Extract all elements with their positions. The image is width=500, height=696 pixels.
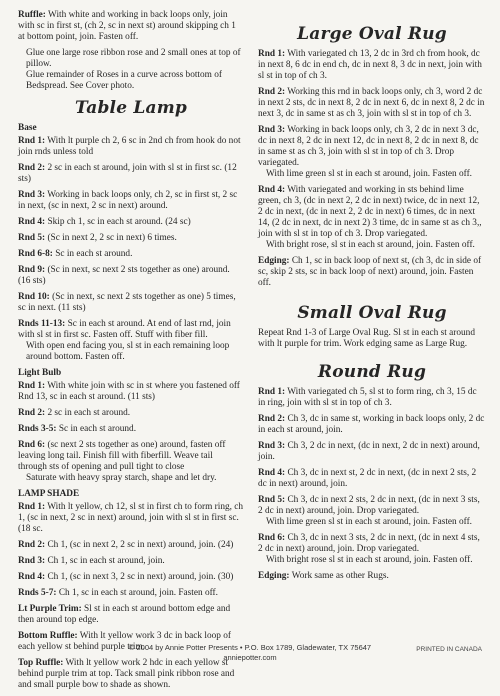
light-bulb-rounds	[18, 381, 244, 484]
round-extra: With lime green sl st in each st around, join. Fasten off.	[266, 517, 473, 527]
round-label: Rnd 1:	[18, 502, 46, 512]
round-text: Sc in each st around.	[55, 249, 133, 259]
round-text: Ch 1, sc in each st around, join.	[47, 556, 165, 566]
round-item	[18, 604, 244, 626]
large-oval-rug-title: Large Oval Rug	[297, 24, 447, 44]
round-text: Working in back loops only, ch 3, 2 dc in next 3 dc, dc in next 8, 2 dc in next 12, dc in next 8, 2 dc in next 8, dc in same st as ch 3, join with sl st in top of ch 3. Drop variegated.	[258, 125, 479, 168]
round-text: Working in back loops only, ch 2, sc in first st, 2 sc in next, (sc in next, 2 sc in next) around.	[18, 190, 238, 211]
round-text: (sc next 2 sts together as one) around, fasten off leaving long tail. Finish fill with fiberfill. Weave tail through sts of opening and pull tight to close	[18, 440, 226, 472]
round-label: Rnd 2:	[18, 163, 46, 173]
round-label: Rnd 1:	[18, 381, 46, 391]
round-item	[258, 387, 486, 409]
footer-url[interactable]: anniepotter.com	[223, 653, 277, 662]
round-text: Ch 1, (sc in next 2, 2 sc in next) around, join. (24)	[47, 540, 234, 550]
round-item	[258, 414, 486, 436]
round-text: With lt purple ch 2, 6 sc in 2nd ch from hook do not join rnds unless told	[18, 136, 241, 157]
round-label: Lt Purple Trim:	[18, 604, 82, 614]
round-label: Rnd 4:	[258, 185, 286, 195]
round-label: Rnd 3:	[18, 190, 46, 200]
ruffle-text: With white and working in back loops only, join with sc in first st, (ch 2, sc in next st) around skipping ch 1 at bottom point, join. Fasten off.	[18, 10, 236, 42]
round-item	[18, 265, 244, 287]
lamp-shade-heading: LAMP SHADE	[18, 489, 80, 499]
right-column	[258, 10, 486, 587]
base-rounds	[18, 136, 244, 363]
round-label: Rnd 3:	[258, 125, 286, 135]
round-item	[18, 233, 244, 244]
round-label: Edging:	[258, 256, 290, 266]
round-label: Rnd 6:	[258, 533, 286, 543]
round-label: Rnd 4:	[18, 217, 46, 227]
round-item	[258, 49, 486, 82]
round-text: Work same as other Rugs.	[291, 571, 389, 581]
large-oval-rug-rounds	[258, 49, 486, 289]
round-label: Rnd 2:	[18, 408, 46, 418]
round-item	[18, 381, 244, 403]
round-label: Rnd 4:	[258, 468, 286, 478]
round-text: With variegated and working in sts behind lime green, ch 3, (dc in next 2, 2 dc in next) twice, dc in next 12, 2 dc in next, (dc in next 2, 2 dc in next) 6 times, dc in next 14, (2 dc in next, dc in next 2) 3 time, dc in same st as ch 3,, join with sl st in top of ch 3. Drop variegated.	[258, 185, 482, 239]
round-item	[18, 556, 244, 567]
round-label: Rnd 1:	[258, 387, 286, 397]
round-text: Skip ch 1, sc in each st around. (24 sc)	[47, 217, 191, 227]
round-label: Rnd 2:	[258, 87, 286, 97]
round-text: With variegated ch 5, sl st to form ring, ch 3, 15 dc in ring, join with sl st in top of ch 3.	[258, 387, 477, 408]
round-item	[18, 136, 244, 158]
round-item	[258, 441, 486, 463]
round-label: Bottom Ruffle:	[18, 631, 78, 641]
round-item	[18, 424, 244, 435]
small-oval-rug-text: Repeat Rnd 1-3 of Large Oval Rug. Sl st in each st around with lt purple for trim. Work edging same as Large Rug.	[258, 328, 475, 349]
round-label: Top Ruffle:	[18, 658, 64, 668]
round-label: Rnds 5-7:	[18, 588, 57, 598]
round-text: Ch 1, sc in back loop of next st, (ch 3, dc in side of sc, skip 2 sts, sc in back loop of next) around, join. Fasten off.	[258, 256, 482, 288]
round-label: Rnd 4:	[18, 572, 46, 582]
round-item	[258, 125, 486, 169]
left-column	[18, 10, 244, 696]
light-bulb-heading: Light Bulb	[18, 368, 62, 378]
base-heading: Base	[18, 123, 37, 133]
round-rug-rounds	[258, 387, 486, 582]
round-text: 2 sc in each st around, join with sl st in first sc. (12 sts)	[18, 163, 237, 184]
round-item	[258, 468, 486, 490]
round-item	[258, 256, 486, 289]
round-label: Rnd 5:	[258, 495, 286, 505]
table-lamp-title: Table Lamp	[75, 98, 187, 118]
round-extra: With open end facing you, sl st in each remaining loop around bottom. Fasten off.	[26, 341, 230, 362]
round-item	[258, 533, 486, 555]
round-text: Working this rnd in back loops only, ch 3, word 2 dc in next 2 sts, dc in next 8, 2 dc in next 6, dc in next 8, 2 dc in next 3, dc in same st as ch 3, join with sl st in top of ch 3.	[258, 87, 485, 119]
round-extra: With bright rose sl st in each st around, join. Fasten off.	[266, 555, 473, 565]
round-label: Rnd 6:	[18, 440, 46, 450]
round-item	[258, 87, 486, 120]
round-item	[18, 572, 244, 583]
round-text: Sc in each st around.	[58, 424, 137, 434]
round-label: Rnd 2:	[18, 540, 46, 550]
round-label: Rnds 11-13:	[18, 319, 66, 329]
round-label: Rnd 5:	[18, 233, 46, 243]
round-item	[18, 249, 244, 260]
round-label: Edging:	[258, 571, 290, 581]
round-item	[18, 502, 244, 535]
round-item	[18, 588, 244, 599]
round-label: Rnd 2:	[258, 414, 286, 424]
round-label: Rnds 3-5:	[18, 424, 57, 434]
round-label: Rnd 10:	[18, 292, 50, 302]
printed-in-canada: PRINTED IN CANADA	[416, 646, 482, 653]
ruffle-extra-2: Glue remainder of Roses in a curve across bottom of Bedspread. See Cover photo.	[26, 70, 222, 91]
footer-copyright: © 2004 by Annie Potter Presents • P.O. Box 1789, Gladewater, TX 75647	[128, 643, 372, 652]
round-text: Ch 3, dc in next 2 sts, 2 dc in next, (dc in next 3 sts, 2 dc in next) around, join. Drop variegated.	[258, 495, 480, 516]
ruffle-extra-1: Glue one large rose ribbon rose and 2 small ones at top of pillow.	[26, 48, 241, 69]
round-text: Sc in each st around. At end of last rnd, join with sl st in first sc. Fasten off. Stuff with fiber fill.	[18, 319, 231, 340]
round-item	[18, 408, 244, 419]
round-item	[18, 217, 244, 228]
round-rug-title: Round Rug	[317, 362, 427, 382]
round-text: With variegated ch 13, 2 dc in 3rd ch from hook, dc in next 8, 6 dc in end ch, dc in next 8, 3 dc in next, join with sl st in top of ch 3.	[258, 49, 482, 81]
round-extra: With bright rose, sl st in each st around, join. Fasten off.	[266, 240, 475, 250]
round-text: Ch 3, 2 dc in next, (dc in next, 2 dc in next) around, join.	[258, 441, 480, 462]
round-label: Rnd 9:	[18, 265, 46, 275]
round-item	[18, 190, 244, 212]
round-label: Rnd 6-8:	[18, 249, 53, 259]
round-text: Ch 1, (sc in next 3, 2 sc in next) around, join. (30)	[47, 572, 234, 582]
round-text: Ch 3, dc in next 3 sts, 2 dc in next, (dc in next 4 sts, 2 dc in next) around, join. Drop variegated.	[258, 533, 480, 554]
round-item	[258, 185, 486, 240]
round-item	[18, 440, 244, 473]
round-text: With lt yellow, ch 12, sl st in first ch to form ring, ch 1, (sc in next, 2 sc in next) around, join with sl st in first sc. (18 sc.	[18, 502, 244, 534]
round-label: Rnd 3:	[18, 556, 46, 566]
round-text: 2 sc in each st around.	[47, 408, 131, 418]
round-extra: Saturate with heavy spray starch, shape and let dry.	[26, 473, 217, 483]
round-item	[18, 319, 244, 341]
round-item	[18, 540, 244, 551]
round-text: With white join with sc in st where you fastened off Rnd 13, sc in each st around. (11 sts)	[18, 381, 240, 402]
ruffle-label: Ruffle:	[18, 10, 46, 20]
round-item	[18, 292, 244, 314]
round-label: Rnd 1:	[18, 136, 46, 146]
round-text: (Sc in next 2, 2 sc in next) 6 times.	[47, 233, 177, 243]
round-text: Ch 1, sc in each st around, join. Fasten off.	[58, 588, 218, 598]
round-label: Rnd 1:	[258, 49, 286, 59]
round-item	[258, 495, 486, 517]
small-oval-rug-title: Small Oval Rug	[297, 303, 447, 323]
round-extra: With lime green sl st in each st around, join. Fasten off.	[266, 169, 473, 179]
round-text: With lt yellow work 2 hdc in each yellow st behind purple trim at top. Tack small pink ribbon rose and and small purple bow to shade as shown.	[18, 658, 235, 690]
round-text: With lt yellow work 3 dc in back loop of each yellow st behind purple trim.	[18, 631, 231, 652]
round-item	[18, 163, 244, 185]
round-text: Ch 3, dc in same st, working in back loops only, 2 dc in each st around, join.	[258, 414, 485, 435]
round-item	[258, 571, 486, 582]
round-text: (Sc in next, sc next 2 sts together as one) around. (16 sts)	[18, 265, 230, 286]
round-label: Rnd 3:	[258, 441, 286, 451]
round-text: (Sc in next, sc next 2 sts together as one) 5 times, sc in next. (11 sts)	[18, 292, 236, 313]
ruffle-paragraph	[18, 10, 244, 43]
round-text: Ch 3, dc in next st, 2 dc in next, (dc in next 2 sts, 2 dc in next) around, join.	[258, 468, 477, 489]
round-text: Sl st in each st around bottom edge and then around top edge.	[18, 604, 231, 625]
